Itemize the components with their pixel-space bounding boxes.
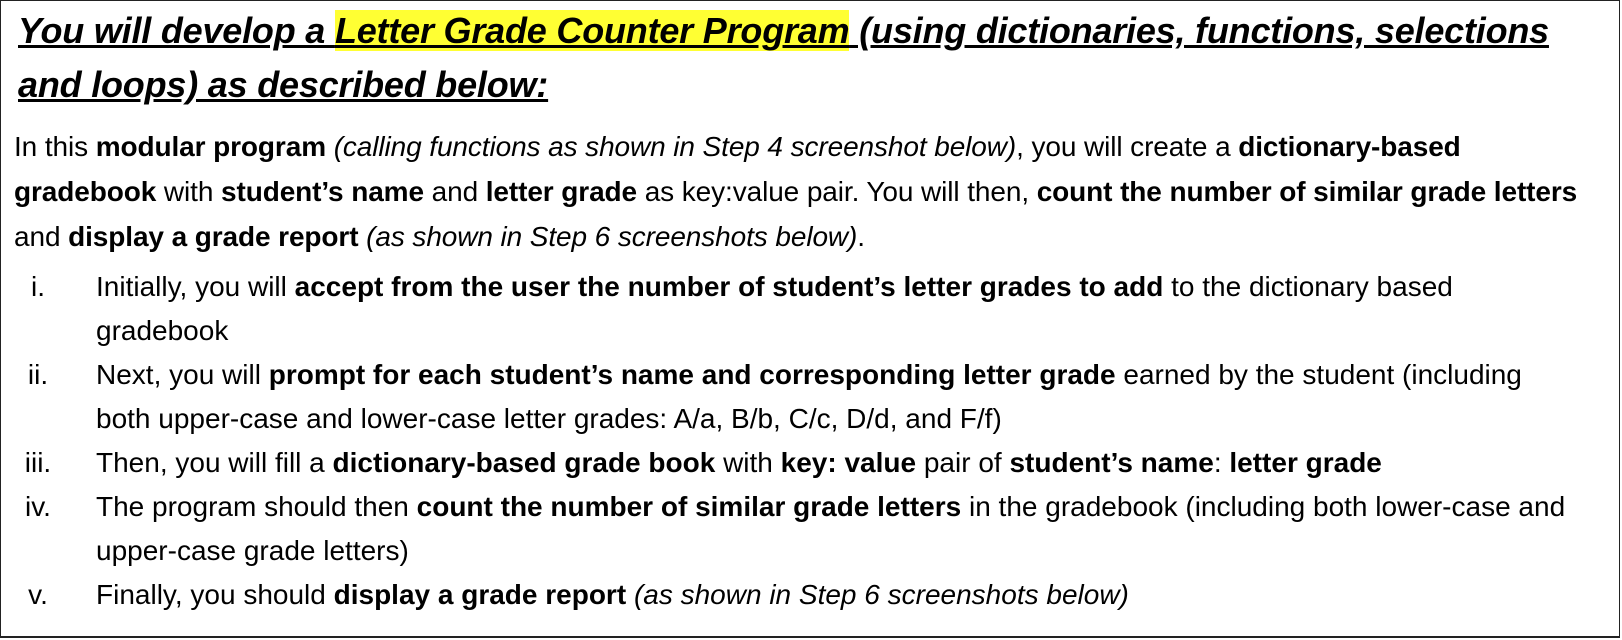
step-item-1: i. Initially, you will accept from the user the number of student’s letter grades to add to the dictionary based gradebook — [0, 265, 1620, 353]
intro-italic-step6-note: (as shown in Step 6 screenshots below) — [366, 221, 858, 252]
step-item-3: iii. Then, you will fill a dictionary-based grade book with key: value pair of student’s name: letter grade — [0, 441, 1620, 485]
heading-text-end: (using dictionaries, functions, selections and loops) as described below: — [18, 10, 1549, 105]
intro-bold-student-name: student’s name — [221, 176, 424, 207]
intro-bold-modular-program: modular program — [95, 131, 326, 162]
intro-bold-display-report: display a grade report — [68, 221, 359, 252]
step-number: ii. — [27, 359, 49, 390]
step-item-2: ii. Next, you will prompt for each student’s name and corresponding letter grade earned by the student (including both upper-case and lower-case letter grades: A/a, B/b, C/c, D/d, and F/f) — [0, 353, 1620, 441]
assignment-heading — [18, 4, 1608, 112]
heading-text-start: You will develop a — [18, 10, 335, 51]
intro-bold-letter-grade: letter grade — [485, 176, 638, 207]
step-item-4: iv. The program should then count the number of similar grade letters in the gradebook (including both lower-case and upper-case grade letters) — [0, 485, 1620, 573]
steps-list — [0, 265, 1620, 617]
intro-bold-gradebook: dictionary-based gradebook — [14, 131, 1461, 207]
step-number: i. — [31, 271, 45, 302]
intro-bold-count-letters: count the number of similar grade letters — [1036, 176, 1578, 207]
step-number: iii. — [24, 447, 52, 478]
step-number: v. — [28, 579, 48, 610]
step-number: iv. — [25, 491, 51, 522]
intro-italic-step4-note: (calling functions as shown in Step 4 screenshot below) — [333, 131, 1017, 162]
heading-highlighted-program-name: Letter Grade Counter Program — [334, 10, 850, 51]
step-item-5: v. Finally, you should display a grade report (as shown in Step 6 screenshots below) — [0, 573, 1620, 617]
intro-paragraph: In this modular program (calling functions as shown in Step 4 screenshot below), you will create a dictionary-based gradebook with student’s name and letter grade as key:value pair. You will then, count the number of similar grade letters and display a grade report (as shown in Step 6 screenshots below). — [14, 131, 1578, 252]
